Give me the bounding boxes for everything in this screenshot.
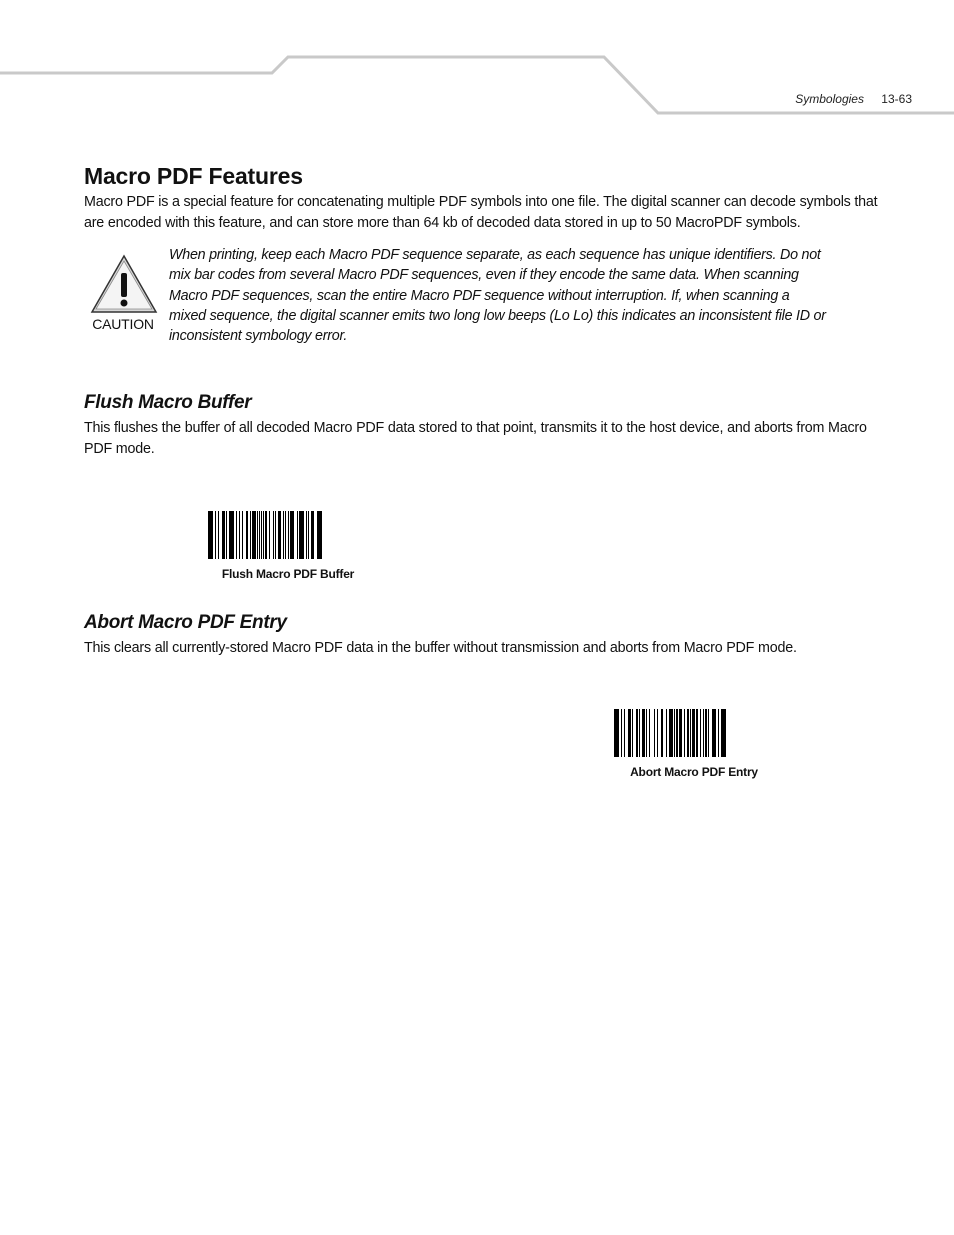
macro-pdf-section	[84, 160, 898, 385]
barcode-bar	[317, 511, 322, 559]
caution-text: When printing, keep each Macro PDF sequence separate, as each sequence has unique identifiers. Do not mix bar codes from several Macro PDF sequences, even if they encode the same data. When scanning Macro PDF sequences, scan the entire Macro PDF sequence without interruption. If, when scanning a mixed sequence, the digital scanner emits two long low beeps (Lo Lo) this indicates an inconsistent file ID or inconsistent symbology error.	[169, 247, 826, 345]
barcode-bar	[676, 709, 678, 757]
barcode-bar	[674, 709, 675, 757]
barcode-bar	[687, 709, 689, 757]
barcode-bar	[614, 709, 619, 757]
barcode-bar	[700, 709, 701, 757]
page-number: 13-63	[881, 92, 912, 106]
barcode-bar	[690, 709, 691, 757]
barcode-bar	[679, 709, 682, 757]
abort-macro-pdf-section	[84, 610, 898, 659]
macro-pdf-intro: Macro PDF is a special feature for concatenating multiple PDF symbols into one file. The digital scanner can decode symbols that are encoded with this feature, and can store more than 64 kb of decoded data stored in up to 50 MacroPDF symbols.	[84, 194, 878, 231]
barcode-bar	[649, 709, 650, 757]
barcode-bar	[265, 511, 267, 559]
barcode-bar	[721, 709, 726, 757]
barcode-bar	[299, 511, 304, 559]
running-head	[795, 92, 912, 106]
barcode-bar	[275, 511, 276, 559]
barcode-bar	[684, 709, 685, 757]
barcode-bar	[708, 709, 709, 757]
barcode-bar	[657, 709, 658, 757]
barcode-bar	[226, 511, 227, 559]
barcode-bar	[669, 709, 673, 757]
barcode-bar	[718, 709, 719, 757]
flush-macro-buffer-section	[84, 390, 898, 459]
barcode-bar	[306, 511, 307, 559]
barcode-bar	[252, 511, 256, 559]
barcode-bar	[269, 511, 270, 559]
barcode-image	[208, 511, 368, 559]
barcode-bar	[257, 511, 258, 559]
caution-triangle-icon	[90, 253, 158, 315]
barcode-bar	[236, 511, 237, 559]
flush-heading: Flush Macro Buffer	[84, 392, 252, 413]
barcode-bar	[712, 709, 716, 757]
barcode-bar	[628, 709, 631, 757]
barcode-caption: Abort Macro PDF Entry	[630, 765, 758, 779]
barcode-bar	[263, 511, 264, 559]
page-title: Macro PDF Features	[84, 163, 303, 189]
barcode-bar	[621, 709, 622, 757]
caution-label: CAUTION	[92, 316, 154, 332]
barcode-bar	[639, 709, 640, 757]
barcode-bar	[308, 511, 309, 559]
barcode-bar	[250, 511, 251, 559]
barcode-bar	[239, 511, 240, 559]
barcode-bar	[654, 709, 655, 757]
barcode-bar	[666, 709, 667, 757]
barcode-bar	[208, 511, 213, 559]
barcode-bar	[703, 709, 704, 757]
barcode-bar	[705, 709, 707, 757]
barcode-bar	[242, 511, 243, 559]
barcode-bar	[624, 709, 625, 757]
flush-macro-pdf-barcode[interactable]	[208, 511, 368, 581]
barcode-bar	[218, 511, 219, 559]
barcode-bar	[646, 709, 647, 757]
flush-body: This flushes the buffer of all decoded Macro PDF data stored to that point, transmits it to the host device, and aborts from Macro PDF mode.	[84, 420, 867, 457]
barcode-bar	[642, 709, 645, 757]
barcode-bar	[636, 709, 638, 757]
barcode-bar	[297, 511, 298, 559]
abort-heading: Abort Macro PDF Entry	[84, 612, 287, 633]
barcode-bar	[696, 709, 698, 757]
barcode-bar	[273, 511, 274, 559]
caution-note	[84, 245, 898, 385]
barcode-bar	[222, 511, 225, 559]
abort-body: This clears all currently-stored Macro PDF data in the buffer without transmission and aborts from Macro PDF mode.	[84, 640, 797, 656]
barcode-bar	[283, 511, 284, 559]
barcode-bar	[288, 511, 289, 559]
barcode-bar	[290, 511, 294, 559]
barcode-bar	[215, 511, 216, 559]
barcode-bar	[229, 511, 234, 559]
barcode-bar	[632, 709, 633, 757]
abort-macro-pdf-barcode[interactable]	[614, 709, 774, 779]
barcode-bar	[278, 511, 281, 559]
barcode-bar	[285, 511, 286, 559]
barcode-bar	[261, 511, 262, 559]
running-head-section: Symbologies	[795, 92, 864, 106]
barcode-bar	[661, 709, 663, 757]
barcode-image	[614, 709, 774, 757]
barcode-bar	[259, 511, 260, 559]
barcode-caption: Flush Macro PDF Buffer	[221, 567, 355, 581]
barcode-bar	[246, 511, 248, 559]
barcode-bar	[692, 709, 695, 757]
barcode-bar	[311, 511, 314, 559]
